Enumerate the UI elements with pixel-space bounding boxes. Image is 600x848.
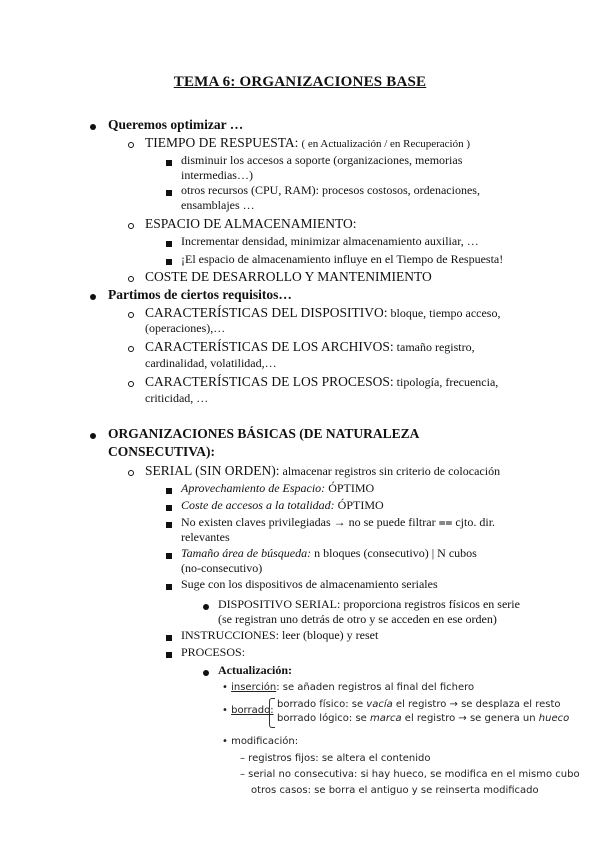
bullet-circle [128, 312, 134, 318]
a1-label: Aprovechamiento de Espacio: [181, 481, 326, 495]
a1-val: ÓPTIMO [328, 481, 375, 495]
subitem-text: ¡El espacio de almacenamiento influye en el Tiempo de Respuesta! [181, 252, 504, 266]
subitem-text: Incrementar densidad, minimizar almacenamiento auxiliar, … [181, 234, 479, 248]
bf-text-2: el registro → se desplaza el resto [392, 699, 561, 710]
bullet-square [166, 635, 172, 641]
section-heading-organizaciones: ORGANIZACIONES BÁSICAS (DE NATURALEZA [108, 426, 420, 441]
bullet-square [166, 488, 172, 494]
a4-label: Tamaño área de búsqueda: [181, 546, 312, 560]
section-heading-requisitos: Partimos de ciertos requisitos… [108, 287, 292, 302]
bullet-circle [128, 381, 134, 387]
c1-label: CARACTERÍSTICAS DEL DISPOSITIVO: [145, 305, 388, 320]
bullet-dot [203, 604, 209, 610]
subitem-text: (no-consecutivo) [181, 561, 263, 575]
item-espacio: ESPACIO DE ALMACENAMIENTO: [145, 216, 357, 231]
bullet-dot [90, 294, 96, 300]
section-heading-organizaciones-cont: CONSECUTIVA): [108, 444, 216, 459]
note-bullet: • [222, 682, 228, 693]
a2-label: Coste de accesos a la totalidad: [181, 498, 335, 512]
a4-val: n bloques (consecutivo) | N cubos [314, 546, 477, 560]
note-borrado-fisico [277, 697, 561, 712]
item-coste: COSTE DE DESARROLLO Y MANTENIMIENTO [145, 269, 432, 284]
bullet-dot [90, 124, 96, 130]
actualizacion-heading: Actualización: [218, 663, 292, 677]
note-insercion [222, 680, 474, 695]
page-title: TEMA 6: ORGANIZACIONES BASE [173, 74, 427, 90]
item-continuation: criticidad, … [145, 391, 209, 405]
bullet-square [166, 553, 172, 559]
note-borrado [222, 703, 274, 718]
note-otros-casos: otros casos: se borra el antiguo y se reinserta modificado [251, 785, 539, 796]
section-heading-optimizar: Queremos optimizar … [108, 117, 244, 132]
subitem-aprovechamiento [181, 481, 374, 496]
item-continuation: cardinalidad, volatilidad,… [145, 356, 277, 370]
bullet-circle [128, 346, 134, 352]
note-borrado-logico [277, 711, 569, 726]
subitem-text: disminuir los accesos a soporte (organizaciones, memorias [181, 153, 463, 167]
bullet-square [166, 505, 172, 511]
bullet-square [166, 190, 172, 196]
subitem-coste-accesos [181, 498, 384, 513]
bl-text-2: el registro → se genera un [401, 713, 539, 724]
bullet-circle [128, 276, 134, 282]
dispositivo-serial: DISPOSITIVO SERIAL: proporciona registros físicos en serie [218, 597, 520, 611]
serial-label: SERIAL (SIN ORDEN): [145, 463, 280, 478]
note-modificacion: • modificación: [222, 736, 299, 747]
c2-text: tamaño registro, [396, 340, 475, 354]
subitem-text: intermedias…) [181, 168, 253, 182]
tiempo-label: TIEMPO DE RESPUESTA: [145, 135, 299, 150]
bf-vacia: vacía [366, 699, 393, 710]
subitem-text: ensamblajes … [181, 198, 255, 212]
item-caracteristicas-dispositivo [145, 305, 500, 321]
bullet-circle [128, 470, 134, 476]
subitem-tamano-area [181, 546, 477, 561]
bl-hueco: hueco [538, 713, 570, 724]
borrado-label: borrado: [231, 705, 274, 716]
a2-val: ÓPTIMO [337, 498, 384, 512]
bl-text: borrado lógico: se [277, 713, 371, 724]
c1-text: bloque, tiempo acceso, [390, 306, 501, 320]
note-registros-fijos: – registros fijos: se altera el contenido [240, 753, 431, 764]
bl-marca: marca [370, 713, 402, 724]
bullet-square [166, 522, 172, 528]
serial-text: almacenar registros sin criterio de colocación [282, 464, 501, 478]
bullet-dot [90, 433, 96, 439]
bullet-square [166, 259, 172, 265]
subitem-text: relevantes [181, 530, 230, 544]
bullet-dot [203, 670, 209, 676]
item-continuation: (operaciones),… [145, 321, 226, 335]
bullet-square [166, 160, 172, 166]
subitem-procesos: PROCESOS: [181, 645, 246, 659]
bf-text: borrado físico: se [277, 699, 367, 710]
c3-text: tipología, frecuencia, [396, 375, 499, 389]
insercion-label: inserción [231, 682, 277, 693]
bullet-square [166, 584, 172, 590]
item-caracteristicas-procesos [145, 374, 498, 390]
bullet-square [166, 652, 172, 658]
subitem-text: Suge con los dispositivos de almacenamiento seriales [181, 577, 438, 591]
c3-label: CARACTERÍSTICAS DE LOS PROCESOS: [145, 374, 394, 389]
c2-label: CARACTERÍSTICAS DE LOS ARCHIVOS: [145, 339, 394, 354]
insercion-text: : se añaden registros al final del fichero [276, 682, 475, 693]
note-serial-no-consecutiva: – serial no consecutiva: si hay hueco, se modifica en el mismo cubo [240, 769, 580, 780]
bullet-circle [128, 223, 134, 229]
tiempo-note: ( en Actualización / en Recuperación ) [301, 138, 471, 150]
subitem-instrucciones: INSTRUCCIONES: leer (bloque) y reset [181, 628, 379, 642]
note-bullet: • [222, 705, 228, 716]
dispositivo-serial-cont: (se registran uno detrás de otro y se acceden en ese orden) [218, 612, 497, 626]
item-caracteristicas-archivos [145, 339, 475, 355]
bullet-square [166, 241, 172, 247]
subitem-text: otros recursos (CPU, RAM): procesos costosos, ordenaciones, [181, 183, 480, 197]
bullet-circle [128, 142, 134, 148]
item-tiempo-respuesta [145, 135, 470, 152]
subitem-text: No existen claves privilegiadas → no se puede filtrar ⩵ cjto. dir. [181, 515, 496, 529]
brace-icon [269, 698, 275, 728]
item-serial [145, 463, 500, 479]
